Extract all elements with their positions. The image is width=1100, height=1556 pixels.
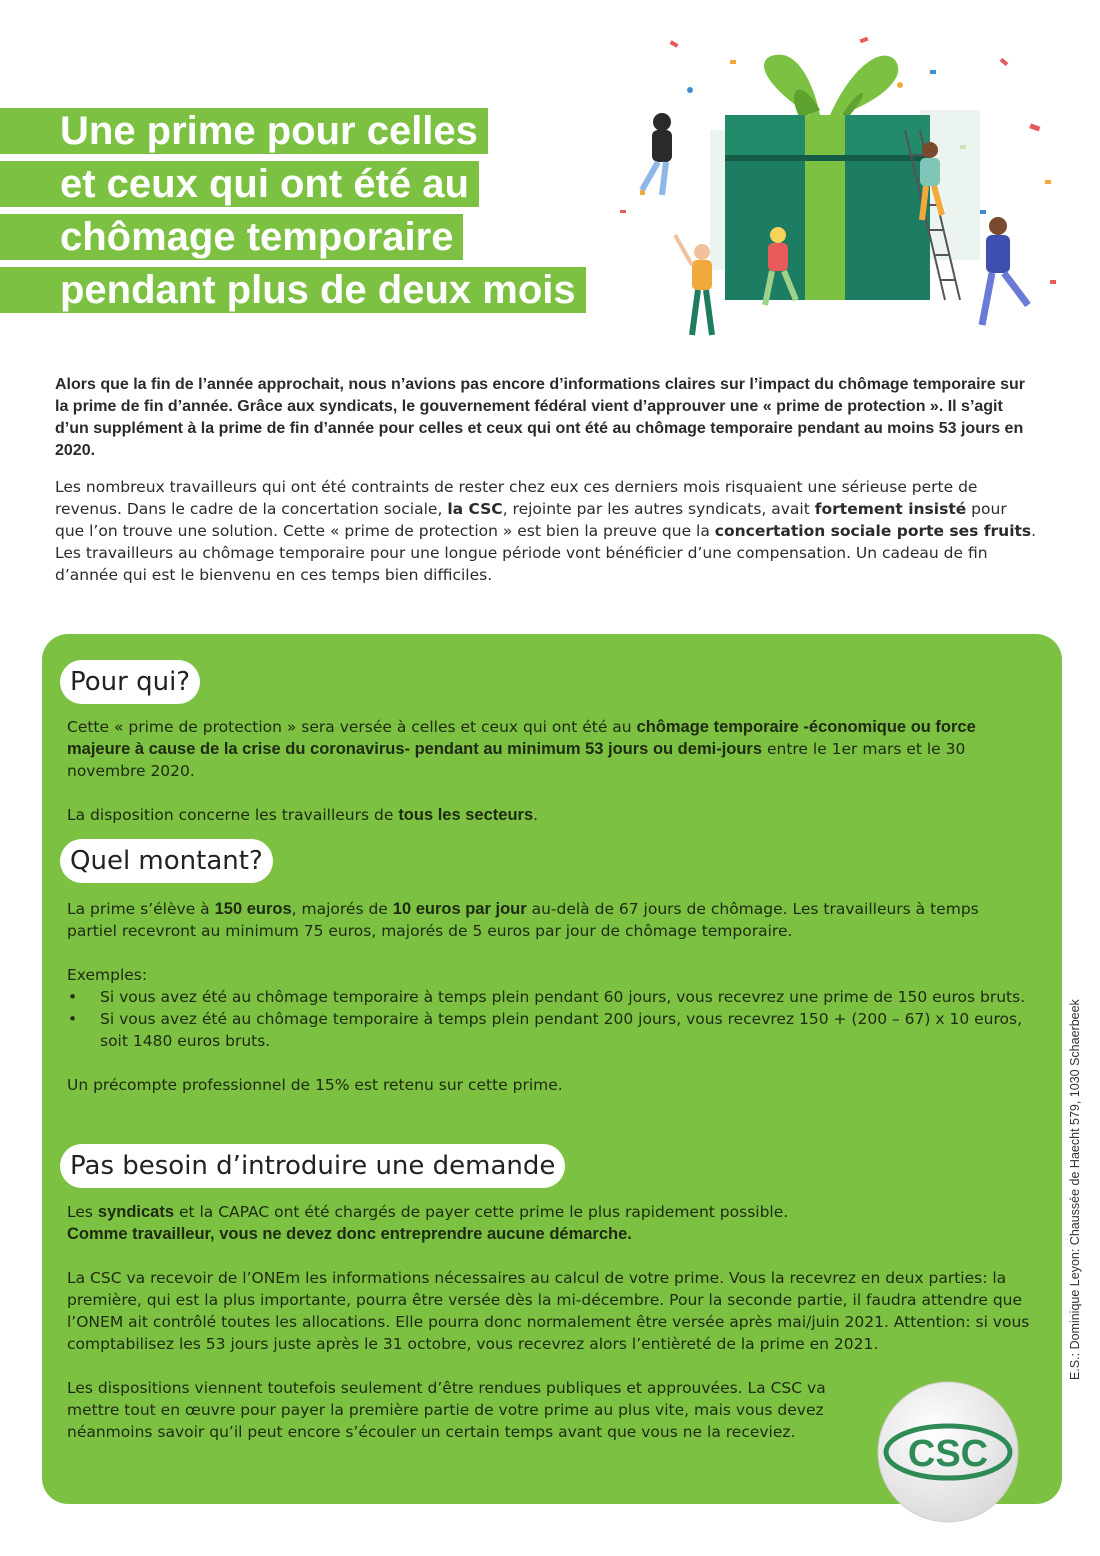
person-icon (982, 217, 1028, 325)
paragraph: Cette « prime de protection » sera versée à celles et ceux qui ont été au chômage temporaire -économique ou force majeure à cause de la crise du coronavirus- pendant au minimum 53 jours ou demi-jours entre le 1er mars et le 30 novembre 2020. (67, 718, 976, 780)
section-heading-pas-besoin: Pas besoin d’introduire une demande (60, 1144, 565, 1188)
publisher-note: E.S.: Dominique Leyon: Chaussée de Haecht 579, 1030 Schaerbeek (1068, 999, 1082, 1380)
intro (55, 374, 1040, 598)
paragraph: La disposition concerne les travailleurs de tous les secteurs. (67, 806, 539, 824)
page-title (0, 108, 586, 320)
section-pour-qui (67, 716, 1032, 848)
section-quel-montant (67, 898, 1032, 1118)
csc-logo (876, 1380, 1020, 1524)
paragraph: La CSC va recevoir de l’ONEm les informations nécessaires au calcul de votre prime. Vous la recevrez en deux parties: la première, qui est la plus importante, pourra être versée dès la mi-décembre. Pour la seconde partie, il faudra attendre que l’ONEM ait contrôlé toutes les allocations. Elle pourra donc normalement être versée après mai/juin 2021. Attention: si vous comptabilisez les 53 jours juste après le 31 octobre, vous recevrez alors l’entièreté de la prime en 2021. (67, 1269, 1030, 1353)
list-item: • Si vous avez été au chômage temporaire à temps plein pendant 60 jours, vous recevrez une prime de 150 euros bruts. (67, 986, 1032, 1008)
intro-lead: Alors que la fin de l’année approchait, nous n’avions pas encore d’informations claires sur l’impact du chômage temporaire sur la prime de fin d’année. Grâce aux syndicats, le gouvernement fédéral vient d’approuver une « prime de protection ». Il s’agit d’un supplément à la prime de fin d’année pour celles et ceux qui ont été au chômage temporaire pendant au moins 53 jours en 2020. (55, 376, 1026, 459)
paragraph: Les syndicats et la CAPAC ont été chargés de payer cette prime le plus rapidement possible. Comme travailleur, vous ne devez donc entreprendre aucune démarche. (67, 1203, 789, 1243)
title-line: chômage temporaire (0, 214, 463, 260)
list-item: • Si vous avez été au chômage temporaire à temps plein pendant 200 jours, vous recevrez 150 + (200 – 67) x 10 euros, soit 1480 euros bruts. (67, 1008, 1032, 1052)
examples-list (67, 986, 1032, 1052)
paragraph: La prime s’élève à 150 euros, majorés de 10 euros par jour au-delà de 67 jours de chômage. Les travailleurs à temps partiel recevront au minimum 75 euros, majorés de 5 euros par jour de chômage temporaire. (67, 900, 979, 940)
paragraph: Les dispositions viennent toutefois seulement d’être rendues publiques et approuvées. La CSC va mettre tout en œuvre pour payer la première partie de votre prime au plus vite, mais vous devez néanmoins savoir qu’il peut encore s’écouler un certain temps avant que vous ne la receviez. (67, 1379, 826, 1441)
title-line: Une prime pour celles (0, 108, 488, 154)
paragraph: Un précompte professionnel de 15% est retenu sur cette prime. (67, 1076, 563, 1094)
section-heading-pour-qui: Pour qui? (60, 660, 200, 704)
logo-text: CSC (907, 1433, 989, 1475)
title-line: et ceux qui ont été au (0, 161, 479, 207)
examples-label: Exemples: (67, 966, 148, 984)
intro-paragraph: Les nombreux travailleurs qui ont été contraints de rester chez eux ces derniers mois risquaient une sérieuse perte de revenus. Dans le cadre de la concertation sociale, la CSC, rejointe par les autres syndicats, avait fortement insisté pour que l’on trouve une solution. Cette « prime de protection » est bien la preuve que la concertation sociale porte ses fruits. Les travailleurs au chômage temporaire pour une longue période vont bénéficier d’une compensation. Un cadeau de fin d’année qui est le bienvenu en ces temps bien difficiles. (55, 478, 1037, 584)
gift-illustration (600, 30, 1070, 350)
person-icon (675, 235, 712, 335)
section-heading-quel-montant: Quel montant? (60, 839, 273, 883)
bow-icon (764, 55, 898, 118)
person-icon (642, 113, 672, 195)
title-line: pendant plus de deux mois (0, 267, 586, 313)
